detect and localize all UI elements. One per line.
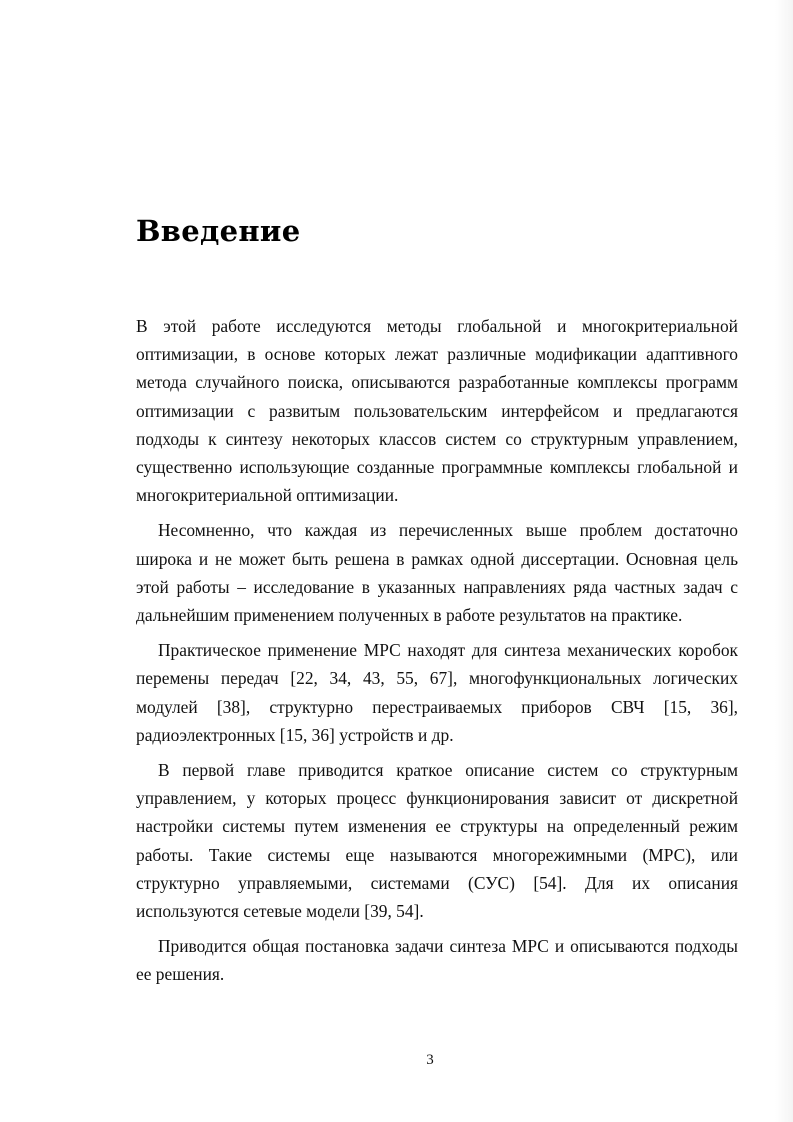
- paragraph: В этой работе исследуются методы глобальной и многокритериальной оптимизации, в основе которых лежат различные модификации адаптивного метода случайного поиска, описываются разработанные комплексы программ оптимизации с развитым пользовательским интерфейсом и предлагаются подходы к синтезу некоторых классов систем со структурным управлением, существенно использующие созданные программные комплексы глобальной и многокритериальной оптимизации.: [136, 316, 738, 506]
- body-text: [136, 312, 738, 996]
- paragraph: Несомненно, что каждая из перечисленных выше проблем достаточно широка и не может быть решена в рамках одной диссертации. Основная цель этой работы – исследование в указанных направлениях ряда частных задач с дальнейшим применением полученных в работе результатов на практике.: [136, 520, 738, 626]
- page-number: 3: [426, 1052, 434, 1068]
- paragraph: Практическое применение МРС находят для синтеза механических коробок перемены передач [22, 34, 43, 55, 67], многофункциональных логических модулей [38], структурно перестраиваемых приборов СВЧ [15, 36], радиоэлектронных [15, 36] устройств и др.: [136, 640, 738, 745]
- scan-edge: [775, 0, 793, 1122]
- chapter-heading: Введение: [136, 214, 301, 248]
- paragraph: В первой главе приводится краткое описание систем со структурным управлением, у которых процесс функционирования зависит от дискретной настройки системы путем изменения ее структуры на определенный режим работы. Такие системы еще называются многорежимными (МРС), или структурно управляемыми, системами (СУС) [54]. Для их описания используются сетевые модели [39, 54].: [136, 760, 738, 922]
- paragraph: Приводится общая постановка задачи синтеза МРС и описываются подходы ее решения.: [136, 936, 738, 985]
